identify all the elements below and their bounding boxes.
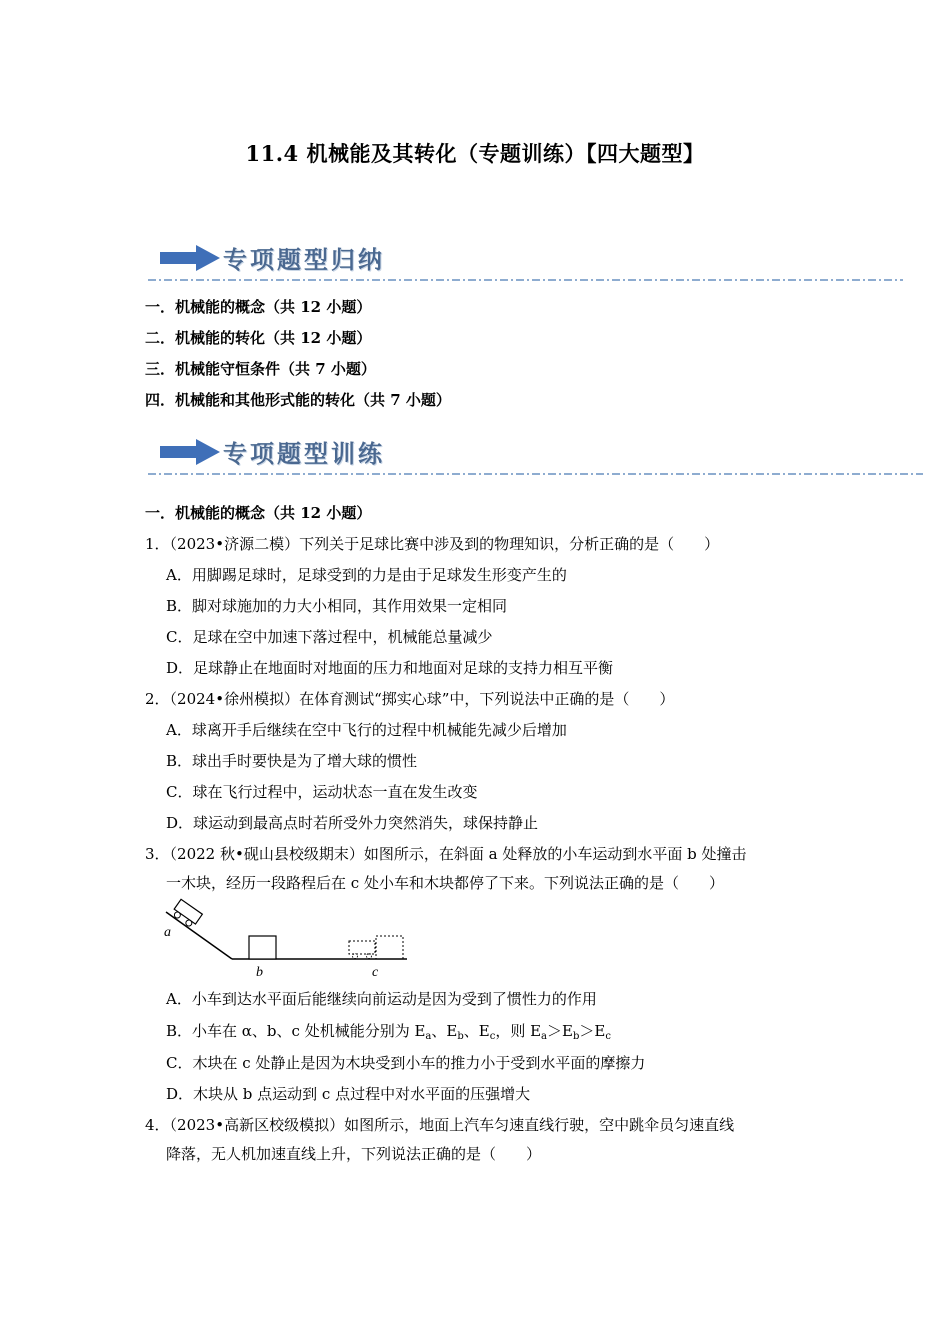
- cart-icon: [171, 899, 203, 929]
- question-3-stem-cont: 一木块，经历一段路程后在 c 处小车和木块都停了下来。下列说法正确的是（ ）: [166, 874, 724, 892]
- dash-divider: [148, 278, 903, 282]
- question-1-stem: 1．（2023•济源二模）下列关于足球比赛中涉及到的物理知识，分析正确的是（ ）: [145, 535, 720, 553]
- section-heading: 一．机械能的概念（共 12 小题）: [145, 504, 372, 522]
- question-2-option-a[interactable]: A．球离开手后继续在空中飞行的过程中机械能先减少后增加: [166, 721, 567, 739]
- question-2-option-c[interactable]: C．球在飞行过程中，运动状态一直在发生改变: [166, 783, 478, 801]
- toc-item[interactable]: 一．机械能的概念（共 12 小题）: [145, 298, 372, 316]
- toc-list: [145, 292, 451, 416]
- page-title: 11.4 机械能及其转化（专题训练）【四大题型】: [245, 141, 705, 166]
- question-4-stem-cont: 降落，无人机加速直线上升，下列说法正确的是（ ）: [166, 1145, 542, 1163]
- option-b-text: B．小车在 α、b、c 处机械能分别为 E: [166, 1022, 426, 1040]
- question-2-option-d[interactable]: D．球运动到最高点时若所受外力突然消失，球保持静止: [166, 814, 539, 832]
- incline-cart-figure: [162, 898, 412, 980]
- banner-training-title: 专项题型训练: [223, 440, 385, 468]
- subscript: b: [457, 1031, 464, 1042]
- option-b-text: 、E: [463, 1022, 490, 1040]
- question-3-stem: 3．（2022 秋•砚山县校级期末）如图所示，在斜面 a 处释放的小车运动到水平面 b 处撞击: [145, 845, 747, 863]
- question-1-option-c[interactable]: C．足球在空中加速下落过程中，机械能总量减少: [166, 628, 493, 646]
- cart-c-dashed: [349, 941, 375, 954]
- question-3-option-c[interactable]: C．木块在 c 处静止是因为木块受到小车的推力小于受到水平面的摩擦力: [166, 1054, 646, 1072]
- question-3-option-d[interactable]: D．木块从 b 点运动到 c 点过程中对水平面的压强增大: [166, 1085, 531, 1103]
- subscript: b: [572, 1031, 580, 1042]
- option-b-text: ，则 E: [495, 1022, 542, 1040]
- question-4-stem: 4．（2023•高新区校级模拟）如图所示，地面上汽车匀速直线行驶，空中跳伞员匀速直线: [145, 1116, 735, 1134]
- question-3-option-a[interactable]: A．小车到达水平面后能继续向前运动是因为受到了惯性力的作用: [166, 990, 597, 1008]
- arrow-right-icon: [160, 438, 220, 466]
- arrow-right-icon: [160, 244, 220, 272]
- question-2-option-b[interactable]: B．球出手时要快是为了增大球的惯性: [166, 752, 418, 770]
- subscript: a: [541, 1031, 547, 1042]
- banner-training: [148, 432, 928, 478]
- toc-item[interactable]: 三．机械能守恒条件（共 7 小题）: [145, 360, 376, 378]
- dash-divider: [148, 472, 923, 476]
- toc-item[interactable]: 四．机械能和其他形式能的转化（共 7 小题）: [145, 391, 451, 409]
- option-b-text: ＞E: [579, 1022, 606, 1040]
- subscript: a: [425, 1031, 432, 1042]
- subscript: c: [489, 1031, 496, 1042]
- banner-summary: [148, 238, 928, 284]
- toc-item[interactable]: 二．机械能的转化（共 12 小题）: [145, 329, 372, 347]
- figure-label-a: a: [164, 925, 171, 940]
- figure-label-c: c: [372, 965, 379, 980]
- option-b-text: 、E: [431, 1022, 458, 1040]
- question-1-option-a[interactable]: A．用脚踢足球时，足球受到的力是由于足球发生形变产生的: [166, 566, 567, 584]
- banner-summary-title: 专项题型归纳: [223, 246, 385, 274]
- question-1-option-b[interactable]: B．脚对球施加的力大小相同，其作用效果一定相同: [166, 597, 508, 615]
- question-3-option-b[interactable]: [166, 1021, 611, 1041]
- question-2-stem: 2．（2024•徐州模拟）在体育测试“掷实心球”中，下列说法中正确的是（ ）: [145, 690, 675, 708]
- subscript: c: [605, 1031, 611, 1042]
- figure-label-b: b: [256, 965, 263, 980]
- block-c-dashed: [376, 936, 403, 959]
- option-b-text: ＞E: [547, 1022, 573, 1040]
- block-b: [249, 936, 276, 959]
- question-1-option-d[interactable]: D．足球静止在地面时对地面的压力和地面对足球的支持力相互平衡: [166, 659, 614, 677]
